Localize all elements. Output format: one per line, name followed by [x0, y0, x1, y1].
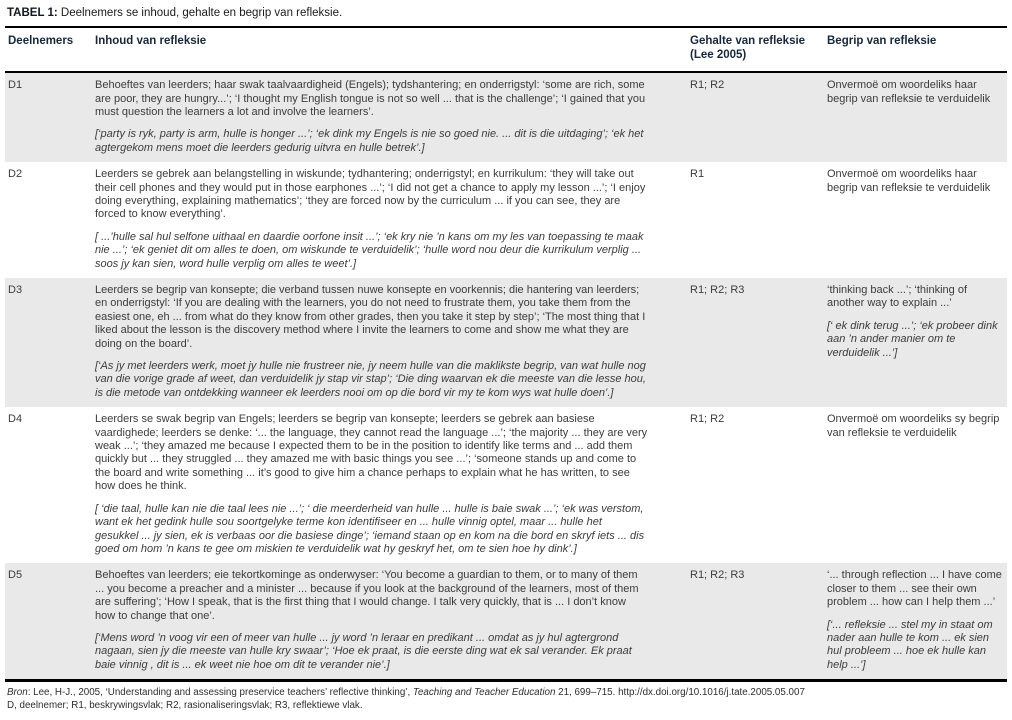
table-row-d5: [5, 563, 1007, 679]
content-quote: [‘Mens word ’n voog vir een of meer van hulle ... jy word ’n leraar en predikant ... omdat as jy hul agtergrond nagaan, sien jy die meeste van hulle kry swaar’; ‘Hoe ek praat, is die eerste ding wat ek sal verander. Ek praat baie vinnig , dit is ... ek weet nie hoe om dit te verander nie’.]: [95, 631, 632, 671]
content-cell: [95, 168, 690, 271]
quality-cell: R1: [690, 168, 705, 181]
understanding-text: Onvermoë om woordeliks haar begrip van refleksie te verduidelik: [827, 79, 991, 105]
understanding-text: ‘thinking back ...’; ‘thinking of another way to explain ...’: [827, 284, 968, 310]
content-text: Leerders se swak begrip van Engels; leerders se begrip van konsepte; leerders se gebrek aan basiese vaardighede; leerders se denke: ‘... the language, they cannot read the language ...’; ‘the majority ... they are very weak ...’; ‘they amazed me because I expected them to be in the position to identify like terms and ... add them quickly but ... they struggled ... they amazed me with basic things you see ...’; ‘someone stands up and come to the board and write something ... it’s good to give him a chance perhaps to explain what he has written, to see how does he think.: [95, 413, 648, 493]
quality-cell: R1; R2: [690, 413, 725, 426]
table-number-label: TABEL 1:: [7, 7, 58, 19]
journal-name: Teaching and Teacher Education: [412, 687, 556, 699]
source-citation: : Lee, H-J., 2005, ‘Understanding and assessing preservice teachers’ reflective thinking’,: [27, 687, 413, 699]
source-citation-end: 21, 699–715. http://dx.doi.org/10.1016/j.tate.2005.05.007: [555, 687, 805, 699]
column-header-deelnemers: Deelnemers: [8, 35, 74, 47]
participant-id: D1: [8, 79, 23, 92]
column-header-inhoud: Inhoud van refleksie: [95, 35, 207, 47]
content-cell: [95, 569, 690, 672]
quality-cell: R1; R2; R3: [690, 284, 745, 296]
content-quote: [ ‘die taal, hulle kan nie die taal lees nie ...’; ‘ die meerderheid van hulle ... hulle is baie swak ...’; ‘ek was verstom, want ek het gedink hulle sou soortgelyke terme kon identifiseer en ... hulle vinnig optel, maar ... hulle het gesukkel ... jy sien, ek is verbaas oor die basiese dinge’; ‘iemand staan op en kom na die bord en skryf iets ... dis goed om hom ’n kans te gee om miskien te verduidelik wat hy geskryf het, om te sien hoe hy dink’.]: [95, 502, 645, 555]
column-header-begrip: Begrip van refleksie: [827, 35, 937, 47]
content-text: Leerders se begrip van konsepte; die verband tussen nuwe konsepte en voorkennis; die hantering van leerders; en onderrigstyl: ‘If you are dealing with the learners, you do not need to frustrate them, you take them from the easiest one, eh ... from what do they know from other grades, then you take it step by step’; ‘The most thing that I liked about the lesson is the discovery method where I invite the learners to come and show me what they are doing on the board’.: [95, 284, 646, 350]
understanding-text: Onvermoë om woordeliks haar begrip van refleksie te verduidelik: [827, 168, 991, 194]
understanding-text: Onvermoë om woordeliks sy begrip van refleksie te verduidelik: [827, 413, 1000, 439]
content-cell: [95, 79, 690, 155]
participant-id: D5: [8, 569, 23, 582]
table-row-d1: [5, 73, 1007, 162]
content-quote: [‘party is ryk, party is arm, hulle is honger ...’; ‘ek dink my Engels is nie so goed nie. ... dit is die uitdaging’; ‘ek het agtergekom mens moet die leerders gedurig uitvra en hulle betrek’.]: [95, 128, 644, 154]
table-row-d3: [5, 278, 1007, 407]
table-title-text: Deelnemers se inhoud, gehalte en begrip van refleksie.: [57, 7, 343, 19]
understanding-cell: [827, 413, 1007, 440]
understanding-text: ‘... through reflection ... I have come closer to them ... see their own problem ... how can I help them ...’: [827, 569, 1002, 609]
participant-id: D2: [8, 168, 23, 181]
quality-cell: R1; R2; R3: [690, 569, 745, 582]
table-header-row: [5, 28, 1007, 71]
understanding-quote: [‘ ek dink terug ...’; ‘ek probeer dink aan ’n ander manier om te verduidelik ...’]: [827, 319, 998, 359]
content-text: Leerders se gebrek aan belangstelling in wiskunde; tydhantering; onderrigstyl; en kurrikulum: ‘they will take out their cell phones and they would put in those earphones ...’; ‘I did not get a chance to apply my lesson ...’; ‘I enjoy doing everything, explaining mathematics’; ‘they are forced now by the curriculum ... if you can see, they are forced to know everything’.: [95, 168, 646, 221]
participant-id: D4: [8, 413, 23, 426]
source-line: [7, 687, 1005, 700]
understanding-cell: [827, 569, 1007, 672]
content-text: Behoeftes van leerders; haar swak taalvaardigheid (Engels); tydshantering; en onderrigstyl: ‘some are rich, some are poor, they are hungry...’; ‘I thought my English tongue is not so well ... that is the challenge’; ‘I gained that you must question the learners a lot and involve the learners’.: [95, 79, 646, 118]
content-cell: [95, 284, 690, 400]
content-quote: [ ...’hulle sal hul selfone uithaal en daardie oorfone insit ...’; ‘ek kry nie ’n kans om my les van toepassing te maak nie ...’; ‘ek geniet dit om alles te doen, om wiskunde te verduidelik’; ‘hulle word nou deur die kurrikulum verplig ... soos jy kan sien, word hulle verplig om alles te weet’.]: [95, 230, 644, 270]
participant-id: D3: [8, 284, 23, 296]
column-header-gehalte-line2: (Lee 2005): [690, 48, 747, 61]
source-label: Bron: [7, 687, 28, 699]
column-header-gehalte: [690, 35, 827, 62]
table-footer: [5, 682, 1007, 713]
content-cell: [95, 413, 690, 556]
understanding-cell: [827, 79, 1007, 106]
table-row-d2: [5, 162, 1007, 278]
content-quote: [‘As jy met leerders werk, moet jy hulle nie frustreer nie, jy neem hulle van die maklikste begrip, van wat hulle nog van die vorige grade af weet, dan verduidelik jy stap vir stap’; ‘Die ding waarvan ek die meeste van die lesse hou, is die metode van ontdekking wanneer ek leerders nooi om op die bord vir my te kom wys wat hulle doen’.]: [95, 360, 646, 399]
table-row-d4: [5, 407, 1007, 563]
quality-cell: R1; R2: [690, 79, 725, 92]
understanding-cell: [827, 168, 1007, 195]
column-header-gehalte-line1: Gehalte van refleksie: [690, 35, 806, 47]
table-title: [5, 3, 1007, 26]
understanding-cell: [827, 284, 1007, 360]
content-text: Behoeftes van leerders; eie tekortkominge as onderwyser: ‘You become a guardian to them, or to many of them ... you become a preacher and a minister ... because if you look at the background of the learners, most of them are suffering’; ‘How I speak, that is the first thing that I would change. I talk very quickly, that is ... I don’t know how to change that one’.: [95, 569, 639, 622]
abbreviation-note: D, deelnemer; R1, beskrywingsvlak; R2, rasionaliseringsvlak; R3, reflektiewe vlak.: [7, 700, 363, 712]
understanding-quote: [‘... refleksie ... stel my in staat om nader aan hulle te kom ... ek sien hul probleem ... hoe ek hulle kan help ...’]: [827, 618, 993, 671]
